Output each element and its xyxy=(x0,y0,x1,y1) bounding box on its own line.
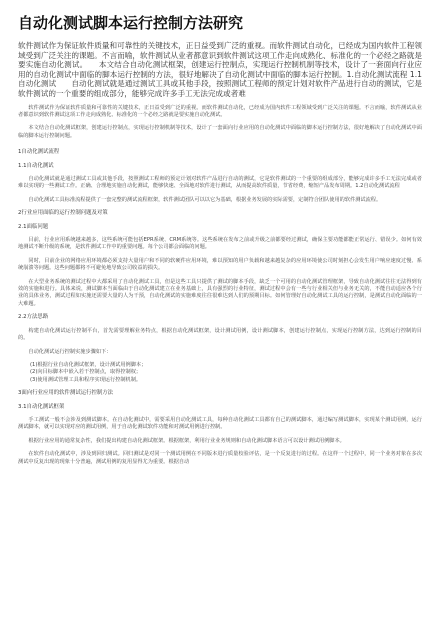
spacer xyxy=(18,140,422,149)
list-item: (3)使用测试管理工具和程序实现运行控制机制。 xyxy=(30,376,142,383)
section-heading: 1自动化测试流程 xyxy=(18,149,60,156)
body-paragraph: 同时，目前企业的网络应用环境都必须支持大量用户和不同的软硬件应用环境，难以预知的用户负载和越来越复杂的应用环境使公司时刻担心会发生用户响应速度过慢、系统崩溃等问题。这些问题都将不可避免地导致公司收益的损失。 xyxy=(18,257,422,272)
body-paragraph: 在大型业务系统的测试过程中大都采用了自动化测试工具，但是这些工具只提供了测试的脚本手段，缺乏一个可用的自动化测试管理框架，导致自动化测试往往无法得到有效的实施和进行。具体来说，测试脚本当面临由于自动化测试建立在业务基础上，具有强烈的行业特征，测试过程中会有一些与行业相关但与业务无关的，不能自动适应各个行业的具体业务，测试过程如实施还需要大量的人为干预，自动化测试的实施难度往往很难达到人们的预期目标。如何管理好自动化测试工具的运行控制，是测试自动化面临的一大难题。 xyxy=(18,278,422,307)
section-heading: 2行业应用面临的运行控制问题及对策 xyxy=(18,210,108,217)
body-paragraph: 自动化测试运行控制实施步骤如下： xyxy=(28,348,112,355)
body-paragraph: 自动化测试工具标准流程提供了一套完整的测试流程框架，软件测试团队可以以它为基础，根据业务发展的实际需要，定制符合团队使用的软件测试流程。 xyxy=(28,196,382,203)
subsection-heading: 3.1自动化测试框架 xyxy=(18,403,65,410)
list-item: (1)根据行业自动化测试框架，设计测试用例脚本； xyxy=(30,361,147,368)
list-item: (2)向目标脚本中嵌入若干控制点，取得控制权； xyxy=(30,369,142,376)
body-paragraph: 在软件自动化测试中，涉及到回归测试。回归测试是对同一个测试用例在不同版本进行质量校验评估，是一个反复进行的过程。在这样一个过程中，同一个业务对象在多次测试中反复出现的现象十分普遍，测试用例的复用显得尤为重要。根据自动 xyxy=(18,451,422,465)
subsection-heading: 2.1面临问题 xyxy=(18,223,49,230)
section-heading: 3面向行业应用的软件测试运行控制方法 xyxy=(18,390,114,397)
steps-list xyxy=(18,362,422,384)
body-paragraph: 自动化测试就是通过测试工具或其他手段，按照测试工程师的预定计划对软件产品进行自动的测试，它是软件测试的一个重要的组成部分，能够完成许多手工无法完成或者难以实现的一些测试工作。正确、合理地实施自动化测试，能够快速、全面地对软件进行测试，从而提高软件质量，节省经费，缩短产品发布周期。1.2自动化测试流程 xyxy=(18,176,422,190)
body-paragraph: 构建自动化测试运行控制平台，首先需要理解业务特点，根据自动化测试框架，设计测试用例，设计测试脚本，创建运行控制点，实现运行控制方法，达到运行控制的目的。 xyxy=(18,327,422,342)
abstract-paragraph: 软件测试作为保证软件质量和可靠性的关键技术，正日益受到广泛的重视。而软件测试自动化，已经成为国内软件工程领域受到广泛关注的课题。不言而喻，软件测试从业者都意识到软件测试这项工作走向成熟化、标准化的一个必经之路就是要实施自动化测试。 本文结合自动化测试框架，创建运行控制点，实现运行控制机制等技术，设计了一套面向行业应用的自动化测试中面临的脚本运行控制的方法，很好地解决了自动化测试中面临的脚本运行控制。1.自动化测试流程 1.1自动化测试 自动化测试就是通过测试工具或其他手段，按照测试工程师的预定计划对软件产品进行自动的测试，它是软件测试的一个重要的组成部分，能够完成许多手工无法完成或者难 xyxy=(18,41,422,98)
subsection-heading: 2.2方法思路 xyxy=(18,314,49,321)
page-title: 自动化测试脚本运行控制方法研究 xyxy=(18,14,244,32)
body-paragraph: 本文结合自动化测试框架，创建运行控制点，实现运行控制机制等技术，设计了一套面向行业应用的自动化测试中面临的脚本运行控制方法，很好地解决了自动化测试中面临的脚本运行控制问题。 xyxy=(18,125,422,139)
subsection-heading: 1.1自动化测试 xyxy=(18,162,54,169)
body-paragraph: 根据行业应用的通常复杂性，我们提出构建自动化测试框架。根据框架，利用行业业务规则和自动化测试脚本语言可以设计测试用例脚本。 xyxy=(28,437,345,444)
body-paragraph: 软件测试作为保证软件质量和可靠性的关键技术，正日益受到广泛的重视。而软件测试自动化，已经成为国内软件工程领域受到广泛关注的课题。不言而喻，软件测试从业者都意识到软件测试这项工作走向成熟化、标准化的一个必经之路就是要实施自动化测试。 xyxy=(18,104,422,118)
body-paragraph: 手工测试一般不会涉及到测试脚本。在自动化测试中，需要采用自动化测试工具，每种自动化测试工具都有自己的测试脚本，通过编写测试脚本，实现某个测试用例，运行测试脚本，就可以实现对应的测试用例，用于自动化测试软件功能和对测试用例进行控制。 xyxy=(18,416,422,431)
body-paragraph: 目前，行业应用系统越来越多，这些系统可能包括EPR系统、CRM系统等。这些系统在发布之前或升级之前都要经过测试，确保主要功能都能正常运行、错误少。如何有效地测试不断升级的系统，是软件测试工作中的重要问题。每个公司都会面临的问题。 xyxy=(18,237,422,251)
